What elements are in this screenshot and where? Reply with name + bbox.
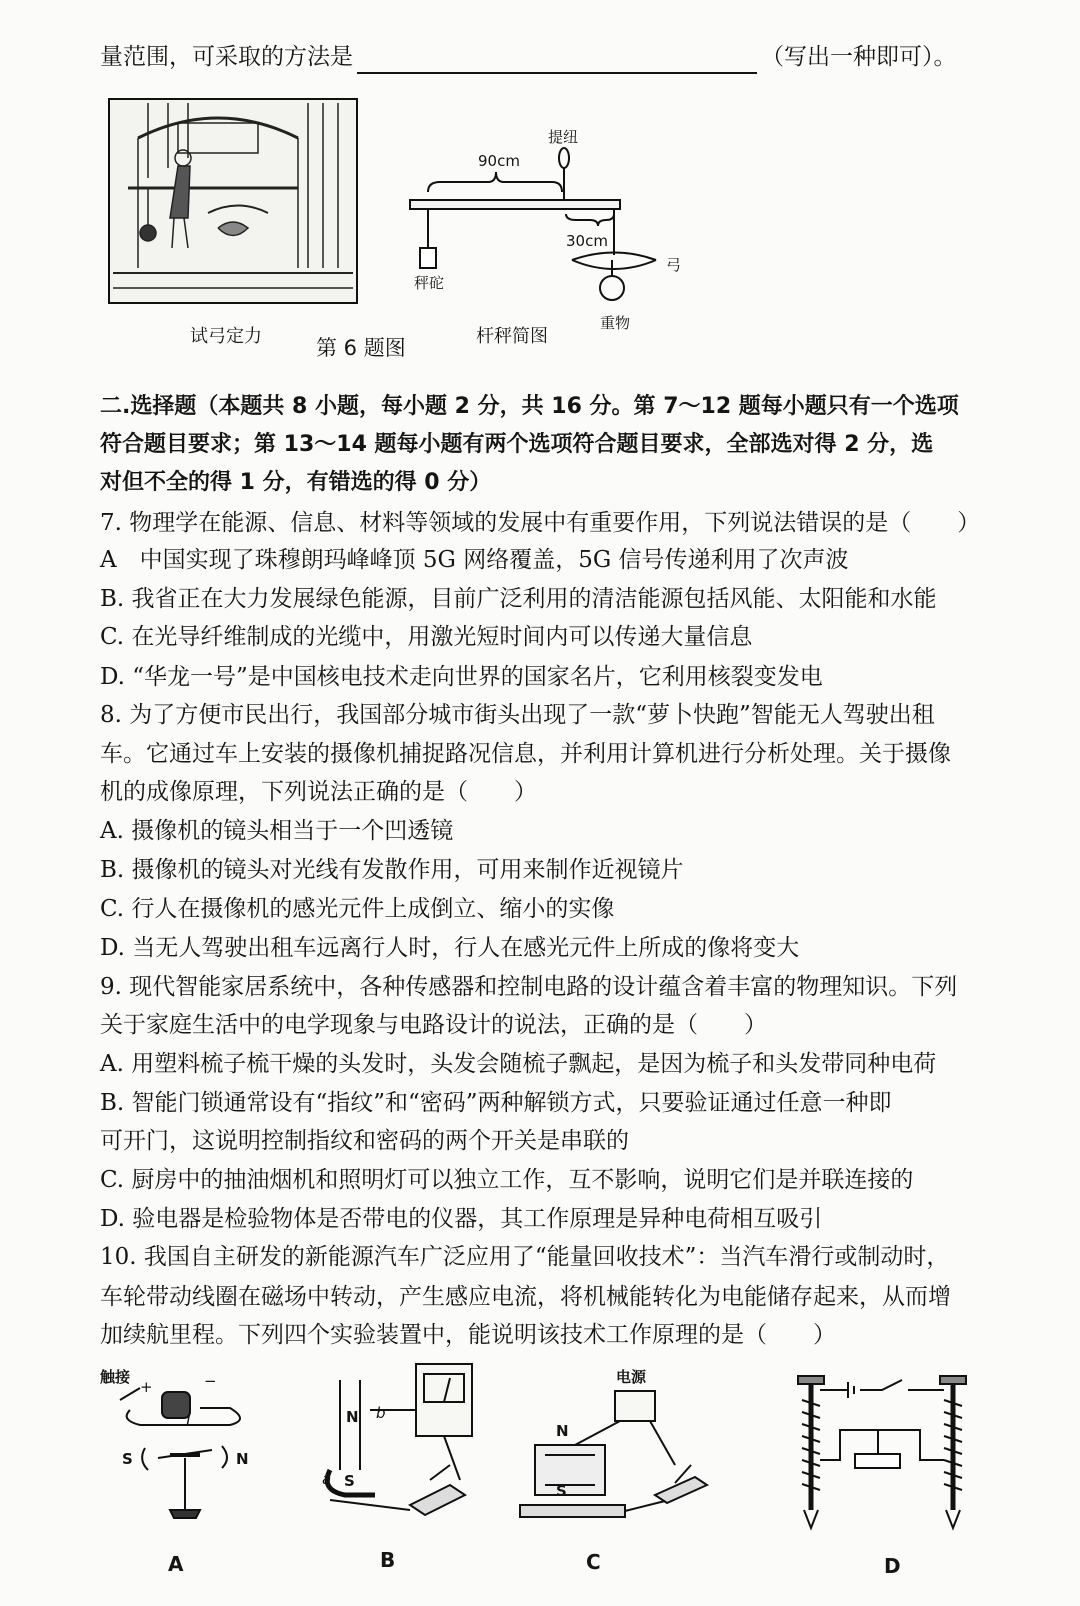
q10-figure-d (790, 1370, 980, 1535)
figure6-left-caption: 试弓定力 (190, 326, 262, 347)
q8-option-a[interactable]: A. 摄像机的镜头相当于一个凹透镜 (100, 818, 454, 844)
answer-blank[interactable] (357, 50, 757, 74)
section2-line1: 二.选择题（本题共 8 小题，每小题 2 分，共 16 分。第 7～12 题每小题只有一个选项 (100, 394, 959, 419)
top-line-prefix: 量范围，可采取的方法是 (100, 44, 353, 70)
q9-option-d[interactable]: D. 验电器是检验物体是否带电的仪器，其工作原理是异种电荷相互吸引 (100, 1206, 823, 1232)
q7-option-a[interactable]: A 中国实现了珠穆朗玛峰峰顶 5G 网络覆盖，5G 信号传递利用了次声波 (100, 547, 849, 573)
fig-c-n: N (556, 1422, 569, 1440)
fig-a-touch-label: 触接 (100, 1368, 131, 1386)
length-30-label: 30cm (566, 232, 608, 250)
q9-stem-1: 9. 现代智能家居系统中，各种传感器和控制电路的设计蕴含着丰富的物理知识。下列 (100, 974, 958, 1000)
top-line (100, 40, 1000, 74)
q8-stem-2: 车。它通过车上安装的摄像机捕捉路况信息，并利用计算机进行分析处理。关于摄像 (100, 741, 951, 767)
object-label: 重物 (600, 314, 631, 332)
q7-stem: 7. 物理学在能源、信息、材料等领域的发展中有重要作用，下列说法错误的是（ ） (100, 510, 981, 536)
fig-a-minus: − (204, 1372, 217, 1390)
q9-option-a[interactable]: A. 用塑料梳子梳干燥的头发时，头发会随梳子飘起，是因为梳子和头发带同种电荷 (100, 1051, 937, 1077)
fig-label-a[interactable]: A (168, 1552, 184, 1576)
top-line-suffix: （写出一种即可）。 (761, 44, 957, 70)
q10-figure-c (515, 1385, 715, 1530)
steelyard-handle-label: 提纽 (548, 128, 579, 146)
section2-line3: 对但不全的得 1 分，有错选的得 0 分） (100, 470, 492, 495)
q10-stem-2: 车轮带动线圈在磁场中转动，产生感应电流，将机械能转化为电能储存起来，从而增 (100, 1284, 951, 1310)
weight-label: 秤砣 (414, 274, 445, 292)
q9-option-b-1[interactable]: B. 智能门锁通常设有“指纹”和“密码”两种解锁方式，只要验证通过任意一种即 (100, 1090, 892, 1116)
figure6-title: 第 6 题图 (316, 336, 406, 360)
q8-option-c[interactable]: C. 行人在摄像机的感光元件上成倒立、缩小的实像 (100, 896, 615, 922)
fig-b-a: a (322, 1470, 332, 1488)
q7-option-b[interactable]: B. 我省正在大力发展绿色能源，目前广泛利用的清洁能源包括风能、太阳能和水能 (100, 586, 937, 612)
q8-option-d[interactable]: D. 当无人驾驶出租车远离行人时，行人在感光元件上所成的像将变大 (100, 935, 800, 961)
q8-stem-3: 机的成像原理，下列说法正确的是（ ） (100, 779, 537, 805)
fig-label-b[interactable]: B (380, 1548, 396, 1572)
q9-stem-2: 关于家庭生活中的电学现象与电路设计的说法，正确的是（ ） (100, 1012, 767, 1038)
q10-stem-1: 10. 我国自主研发的新能源汽车广泛应用了“能量回收技术”：当汽车滑行或制动时， (100, 1244, 950, 1270)
q7-option-c[interactable]: C. 在光导纤维制成的光缆中，用激光短时间内可以传递大量信息 (100, 624, 753, 650)
fig-a-n: N (236, 1450, 249, 1468)
q7-option-d[interactable]: D. “华龙一号”是中国核电技术走向世界的国家名片，它利用核裂变发电 (100, 664, 823, 690)
q9-option-c[interactable]: C. 厨房中的抽油烟机和照明灯可以独立工作，互不影响，说明它们是并联连接的 (100, 1167, 914, 1193)
fig-label-c[interactable]: C (586, 1550, 601, 1574)
figure6-woodcut (108, 98, 358, 304)
fig-c-power-label: 电源 (616, 1368, 647, 1386)
bow-label: 弓 (666, 256, 682, 274)
q10-stem-3: 加续航里程。下列四个实验装置中，能说明该技术工作原理的是（ ） (100, 1322, 836, 1348)
q10-figure-b (300, 1360, 490, 1530)
fig-b-n: N (346, 1408, 359, 1426)
q8-option-b[interactable]: B. 摄像机的镜头对光线有发散作用，可用来制作近视镜片 (100, 857, 684, 883)
fig-c-s: S (556, 1482, 567, 1500)
q9-option-b-2: 可开门，这说明控制指纹和密码的两个开关是串联的 (100, 1128, 629, 1154)
figure6-right-caption: 杆秤简图 (476, 326, 548, 347)
fig-b-s: S (344, 1472, 355, 1490)
fig-a-plus: + (140, 1378, 153, 1396)
fig-a-current: I (186, 1412, 191, 1430)
fig-label-d[interactable]: D (884, 1554, 901, 1578)
fig-b-b: b (376, 1404, 386, 1422)
q8-stem-1: 8. 为了方便市民出行，我国部分城市街头出现了一款“萝卜快跑”智能无人驾驶出租 (100, 702, 935, 728)
length-90-label: 90cm (478, 152, 520, 170)
fig-a-s: S (122, 1450, 133, 1468)
section2-line2: 符合题目要求；第 13～14 题每小题有两个选项符合题目要求，全部选对得 2 分，选 (100, 432, 934, 457)
